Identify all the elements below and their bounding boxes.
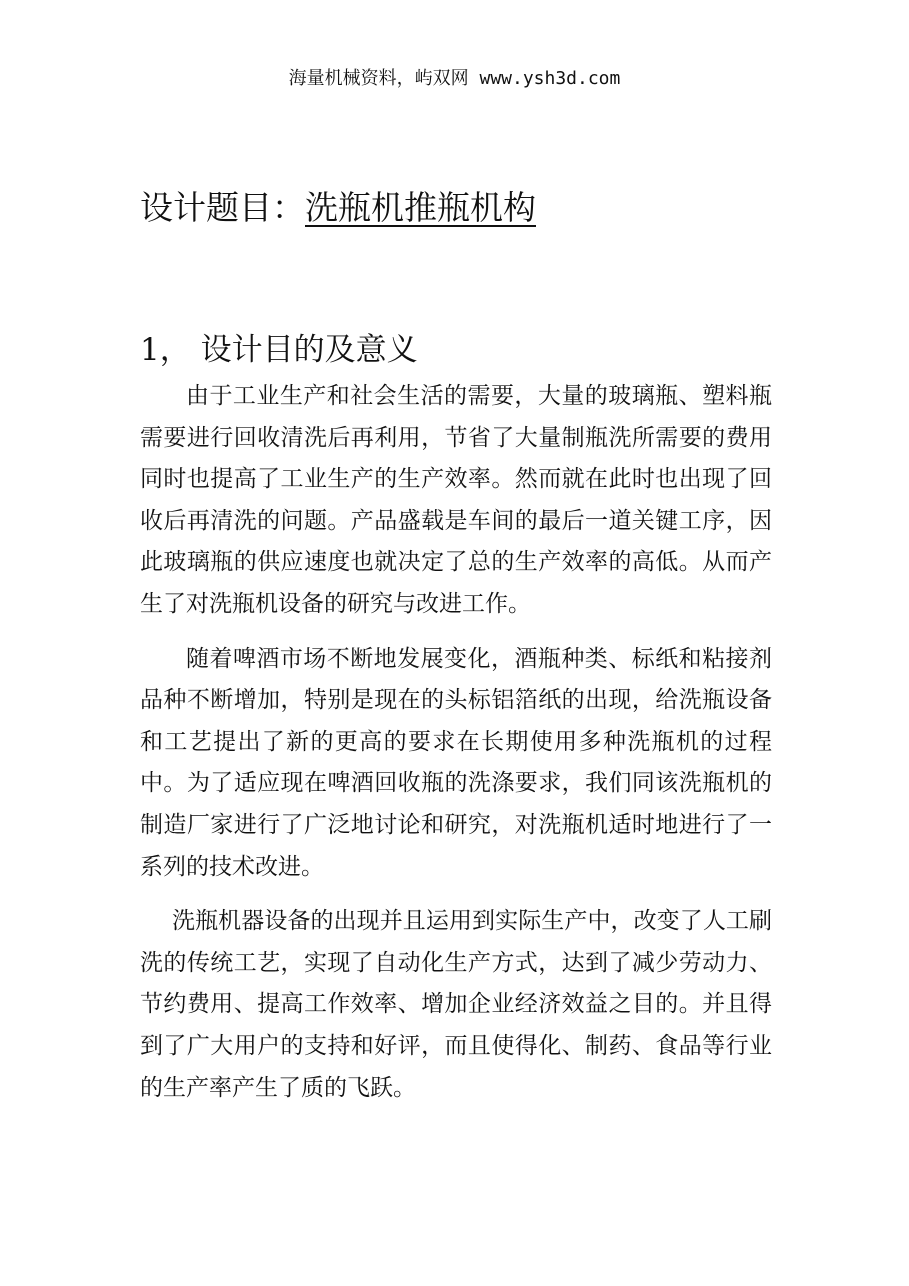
design-title: [140, 183, 840, 233]
section-body: [140, 376, 772, 1109]
design-title-label: 设计题目：: [140, 188, 305, 227]
paragraph-3: 洗瓶机器设备的出现并且运用到实际生产中，改变了人工刷洗的传统工艺，实现了自动化生产方式，达到了减少劳动力、节约费用、提高工作效率、增加企业经济效益之目的。并且得到了广大用户的支持和好评，而且使得化、制药、食品等行业的生产率产生了质的飞跃。: [140, 908, 772, 1101]
paragraph-1: 由于工业生产和社会生活的需要，大量的玻璃瓶、塑料瓶需要进行回收清洗后再利用，节省了大量制瓶洗所需要的费用同时也提高了工业生产的生产效率。然而就在此时也出现了回收后再清洗的问题。产品盛载是车间的最后一道关键工序，因此玻璃瓶的供应速度也就决定了总的生产效率的高低。从而产生了对洗瓶机设备的研究与改进工作。: [140, 383, 772, 617]
section-heading: 1， 设计目的及意义: [140, 332, 418, 368]
design-title-value: 洗瓶机推瓶机构: [305, 188, 536, 227]
page-header: 海量机械资料，屿双网 www.ysh3d.com: [288, 68, 621, 89]
paragraph-2: 随着啤酒市场不断地发展变化，酒瓶种类、标纸和粘接剂品种不断增加，特别是现在的头标铝箔纸的出现，给洗瓶设备和工艺提出了新的更高的要求在长期使用多种洗瓶机的过程中。为了适应现在啤酒回收瓶的洗涤要求，我们同该洗瓶机的制造厂家进行了广泛地讨论和研究，对洗瓶机适时地进行了一系列的技术改进。: [140, 645, 772, 880]
